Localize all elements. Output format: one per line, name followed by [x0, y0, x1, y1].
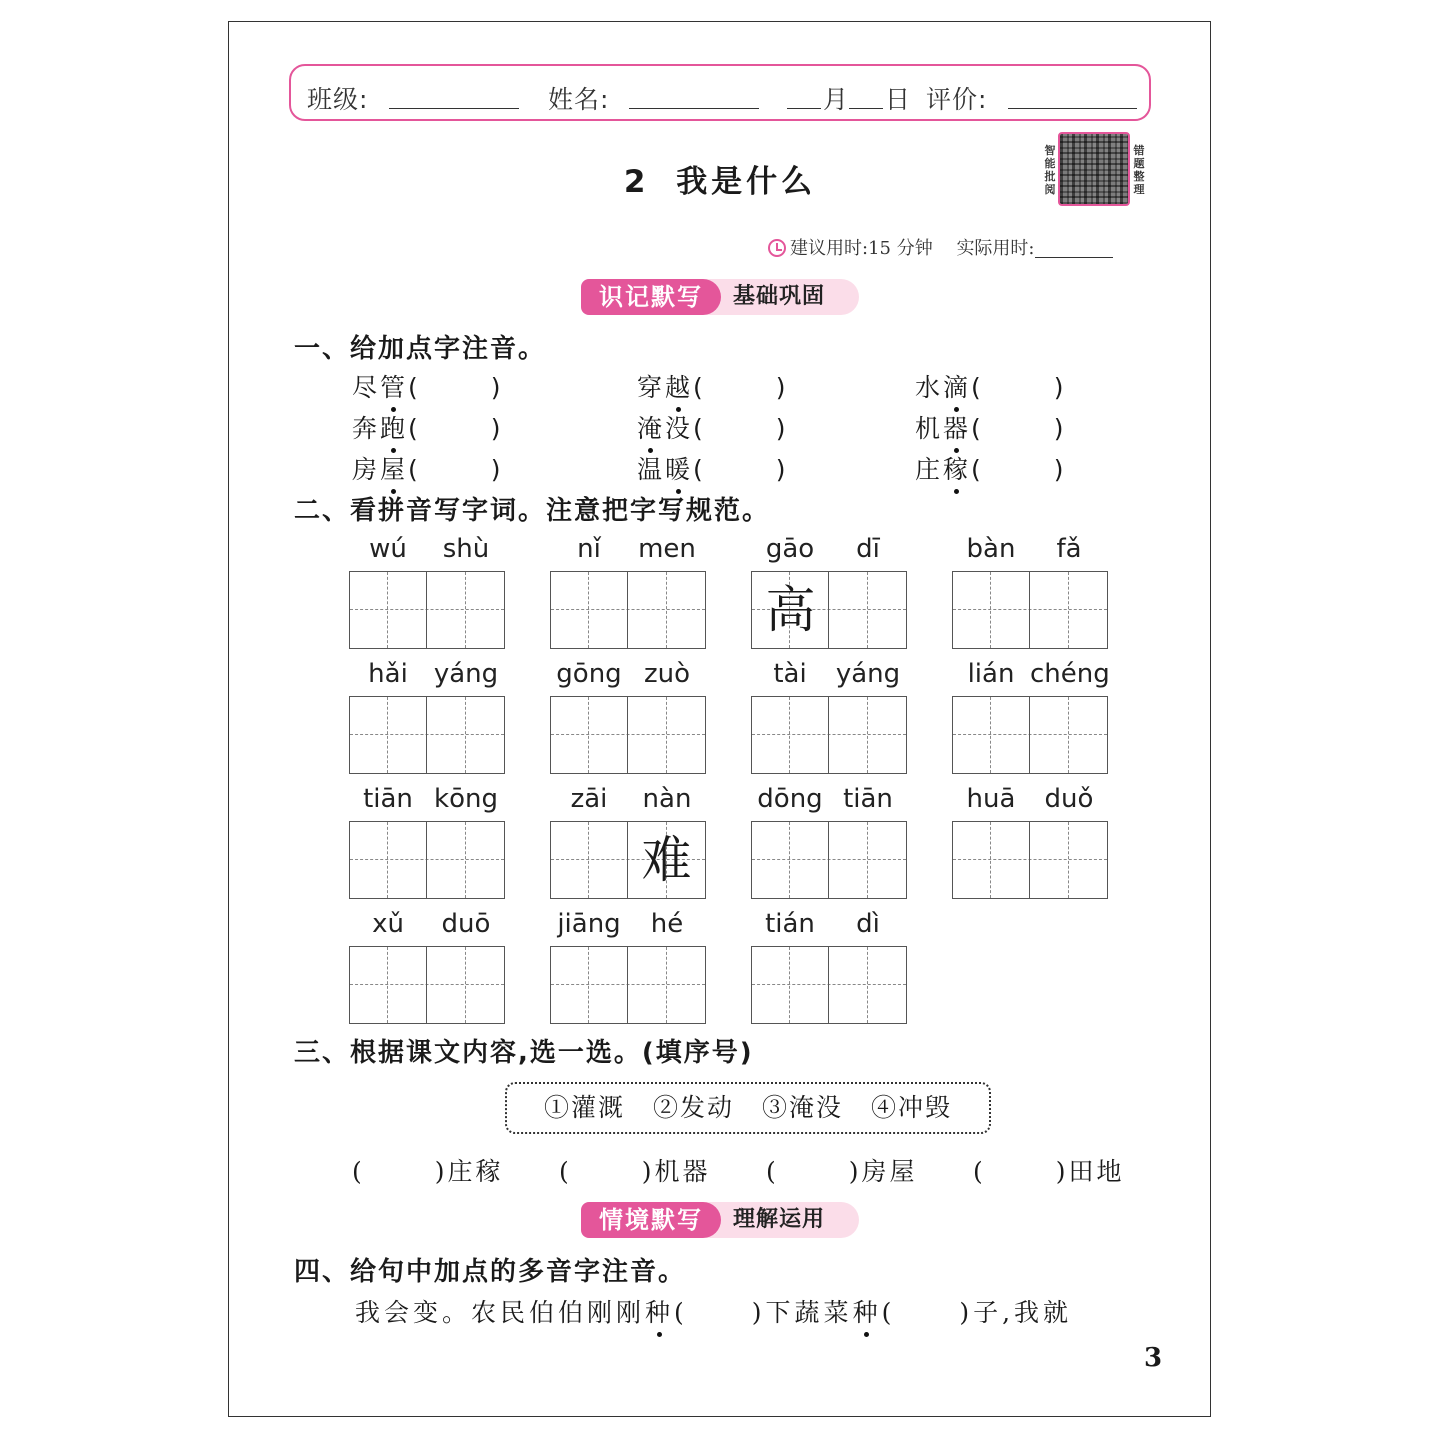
paren-open: (	[881, 1298, 896, 1327]
badge-left-label-2: 情境默写	[581, 1202, 721, 1238]
pinyin-item[interactable]	[352, 450, 504, 486]
pinyin-label: dì	[856, 909, 880, 939]
grid-cell[interactable]	[1030, 572, 1107, 648]
grid-cell[interactable]	[953, 822, 1030, 898]
lesson-title	[0, 156, 1440, 201]
paren-open: (	[674, 1298, 688, 1327]
pinyin-label: tiān	[363, 784, 413, 814]
day-label: 日	[885, 85, 912, 114]
pinyin-item[interactable]	[637, 450, 789, 486]
pinyin-item[interactable]	[637, 409, 789, 445]
word-char: 庄	[915, 455, 944, 484]
word-char: 没	[665, 414, 694, 443]
section-badge-apply	[581, 1202, 859, 1238]
grid-cell[interactable]	[829, 947, 906, 1023]
pinyin-label: kōng	[434, 784, 498, 814]
pinyin-label: men	[638, 534, 696, 564]
blank-word-2: 机器	[654, 1157, 711, 1186]
sentence-part: 我会变。农民伯伯刚刚	[355, 1298, 646, 1327]
pinyin-label: yáng	[835, 659, 901, 689]
writing-grid[interactable]	[952, 696, 1108, 774]
grid-cell[interactable]: 高	[765, 581, 816, 639]
answer-parentheses[interactable]: ( )	[693, 455, 789, 484]
pinyin-item[interactable]	[352, 368, 504, 404]
writing-grid[interactable]	[550, 821, 706, 899]
grid-cell[interactable]	[551, 572, 628, 648]
word-char: 尽	[352, 373, 381, 402]
writing-grid[interactable]	[550, 571, 706, 649]
answer-parentheses[interactable]: ( )	[408, 373, 504, 402]
grid-cell[interactable]	[829, 572, 906, 648]
grid-cell[interactable]	[953, 572, 1030, 648]
question-2-heading: 二、看拼音写字词。注意把字写规范。	[294, 496, 771, 526]
blank-word-1: 庄稼	[447, 1157, 504, 1186]
day-field[interactable]	[849, 108, 883, 109]
pinyin-label: gāo	[765, 534, 815, 564]
actual-time-label: 实际用时:	[956, 238, 1035, 259]
writing-grid[interactable]	[952, 821, 1108, 899]
grid-cell[interactable]	[350, 572, 427, 648]
pinyin-label: gōng	[556, 659, 622, 689]
dotted-char: 越	[665, 368, 693, 404]
pinyin-label: hé	[650, 909, 684, 939]
dotted-char: 种	[645, 1293, 674, 1329]
pinyin-label: bàn	[966, 534, 1016, 564]
question-3-heading: 三、根据课文内容,选一选。(填序号)	[294, 1038, 754, 1068]
grid-cell[interactable]	[628, 947, 705, 1023]
pinyin-label: nǐ	[577, 534, 601, 564]
dotted-char: 滴	[943, 368, 971, 404]
grid-cell[interactable]	[1030, 697, 1107, 773]
qr-right-caption: 错题整理	[1133, 144, 1145, 196]
time-row	[768, 234, 1113, 260]
sentence-part: )下蔬菜	[751, 1298, 853, 1327]
word-char: 奔	[352, 414, 381, 443]
suggested-time: 建议用时:15 分钟	[790, 238, 933, 259]
section-badge-basic	[581, 279, 859, 315]
grid-cell[interactable]	[1030, 822, 1107, 898]
pinyin-label: dī	[856, 534, 880, 564]
lesson-name: 我是什么	[676, 164, 817, 200]
dotted-char: 跑	[380, 409, 408, 445]
month-field[interactable]	[787, 108, 821, 109]
writing-grid[interactable]	[550, 946, 706, 1024]
answer-parentheses[interactable]: ( )	[971, 414, 1067, 443]
grid-cell[interactable]	[752, 697, 829, 773]
dotted-char: 淹	[637, 409, 665, 445]
pinyin-label: yáng	[433, 659, 499, 689]
dotted-char: 屋	[380, 450, 408, 486]
word-char: 温	[637, 455, 666, 484]
lesson-number: 2	[623, 164, 650, 200]
grid-cell[interactable]	[628, 572, 705, 648]
rating-label: 评价:	[926, 85, 988, 114]
grid-cell[interactable]	[829, 697, 906, 773]
pinyin-label: zuò	[643, 659, 691, 689]
badge-left-label: 识记默写	[581, 279, 721, 315]
qr-left-caption: 智能批阅	[1044, 144, 1056, 196]
fill-blank-3[interactable]: ( )房屋	[766, 1157, 918, 1186]
fill-blank-1[interactable]: ( )庄稼	[352, 1157, 504, 1186]
answer-parentheses[interactable]: ( )	[971, 455, 1067, 484]
question-4-sentence	[355, 1293, 1072, 1329]
grid-cell[interactable]	[350, 947, 427, 1023]
option-4: ④冲毁	[871, 1093, 953, 1122]
dotted-char: 管	[380, 368, 408, 404]
badge-right-label-2: 理解运用	[701, 1202, 859, 1238]
grid-cell[interactable]	[752, 822, 829, 898]
name-label: 姓名:	[548, 85, 610, 114]
grid-cell[interactable]	[551, 947, 628, 1023]
grid-cell[interactable]	[551, 697, 628, 773]
word-char: 机	[915, 414, 944, 443]
grid-cell[interactable]	[427, 572, 504, 648]
pinyin-label: fǎ	[1056, 534, 1082, 564]
grid-cell[interactable]	[829, 822, 906, 898]
dotted-char: 暖	[665, 450, 693, 486]
pinyin-label: tài	[773, 659, 807, 689]
pinyin-label: tiān	[843, 784, 893, 814]
actual-time-field[interactable]	[1035, 257, 1113, 258]
writing-grid[interactable]	[349, 696, 505, 774]
pinyin-label: nàn	[642, 784, 692, 814]
grid-cell[interactable]	[427, 822, 504, 898]
pinyin-label: hǎi	[368, 659, 408, 689]
writing-grid[interactable]	[751, 696, 907, 774]
grid-cell[interactable]	[350, 822, 427, 898]
pinyin-label: lián	[967, 659, 1015, 689]
fill-blank-4[interactable]: ( )田地	[973, 1157, 1125, 1186]
pinyin-item[interactable]	[915, 368, 1067, 404]
sentence-part: )子,我就	[959, 1298, 1073, 1327]
pinyin-item[interactable]	[915, 409, 1067, 445]
writing-grid[interactable]	[751, 946, 907, 1024]
grid-cell[interactable]	[953, 697, 1030, 773]
option-2: ②发动	[652, 1093, 734, 1122]
answer-parentheses[interactable]: ( )	[971, 373, 1067, 402]
pinyin-item[interactable]	[637, 368, 789, 404]
fill-blank-2[interactable]: ( )机器	[559, 1157, 711, 1186]
pinyin-label: xǔ	[372, 909, 404, 939]
question-1-heading: 一、给加点字注音。	[294, 334, 547, 364]
writing-grid[interactable]	[349, 946, 505, 1024]
class-label: 班级:	[307, 85, 369, 114]
grid-cell[interactable]	[551, 822, 628, 898]
pinyin-label: shù	[442, 534, 490, 564]
pinyin-label: duō	[441, 909, 491, 939]
pinyin-item[interactable]	[352, 409, 504, 445]
answer-parentheses[interactable]: ( )	[408, 455, 504, 484]
pinyin-item[interactable]	[915, 450, 1067, 486]
pinyin-label: zāi	[570, 784, 608, 814]
pinyin-label: chéng	[1030, 659, 1110, 689]
pinyin-label: jiāng	[557, 909, 621, 939]
blank-word-4: 田地	[1068, 1157, 1125, 1186]
name-field[interactable]	[629, 108, 759, 109]
pinyin-label: huā	[966, 784, 1016, 814]
pinyin-label: tián	[765, 909, 815, 939]
badge-right-label: 基础巩固	[701, 279, 859, 315]
writing-grid[interactable]	[550, 696, 706, 774]
dotted-char: 器	[943, 409, 971, 445]
pinyin-label: wú	[369, 534, 407, 564]
month-label: 月	[823, 85, 850, 114]
word-char: 穿	[637, 373, 666, 402]
grid-cell[interactable]	[752, 947, 829, 1023]
writing-grid[interactable]	[952, 571, 1108, 649]
answer-parentheses[interactable]: ( )	[408, 414, 504, 443]
grid-cell[interactable]: 难	[641, 831, 692, 889]
answer-parentheses[interactable]: ( )	[693, 373, 789, 402]
grid-cell[interactable]	[628, 697, 705, 773]
writing-grid[interactable]	[751, 821, 907, 899]
option-3: ③淹没	[762, 1093, 844, 1122]
word-char: 水	[915, 373, 944, 402]
grid-cell[interactable]	[427, 697, 504, 773]
pinyin-label: dōng	[757, 784, 823, 814]
class-field[interactable]	[389, 108, 519, 109]
writing-grid[interactable]	[751, 571, 907, 649]
dotted-char: 种	[853, 1293, 882, 1329]
option-1: ①灌溉	[543, 1093, 625, 1122]
student-info-bar	[289, 64, 1151, 121]
rating-field[interactable]	[1008, 108, 1137, 109]
blank-word-3: 房屋	[861, 1157, 918, 1186]
question-4-heading: 四、给句中加点的多音字注音。	[294, 1257, 687, 1287]
page-number: 3	[1144, 1343, 1163, 1373]
clock-icon	[768, 239, 786, 257]
writing-grid[interactable]	[349, 821, 505, 899]
grid-cell[interactable]	[350, 697, 427, 773]
pinyin-label: duǒ	[1044, 784, 1094, 814]
grid-cell[interactable]	[427, 947, 504, 1023]
options-box	[505, 1082, 991, 1134]
writing-grid[interactable]	[349, 571, 505, 649]
dotted-char: 稼	[943, 450, 971, 486]
answer-parentheses[interactable]: ( )	[693, 414, 789, 443]
word-char: 房	[352, 455, 381, 484]
qr-code-icon[interactable]	[1058, 132, 1130, 206]
